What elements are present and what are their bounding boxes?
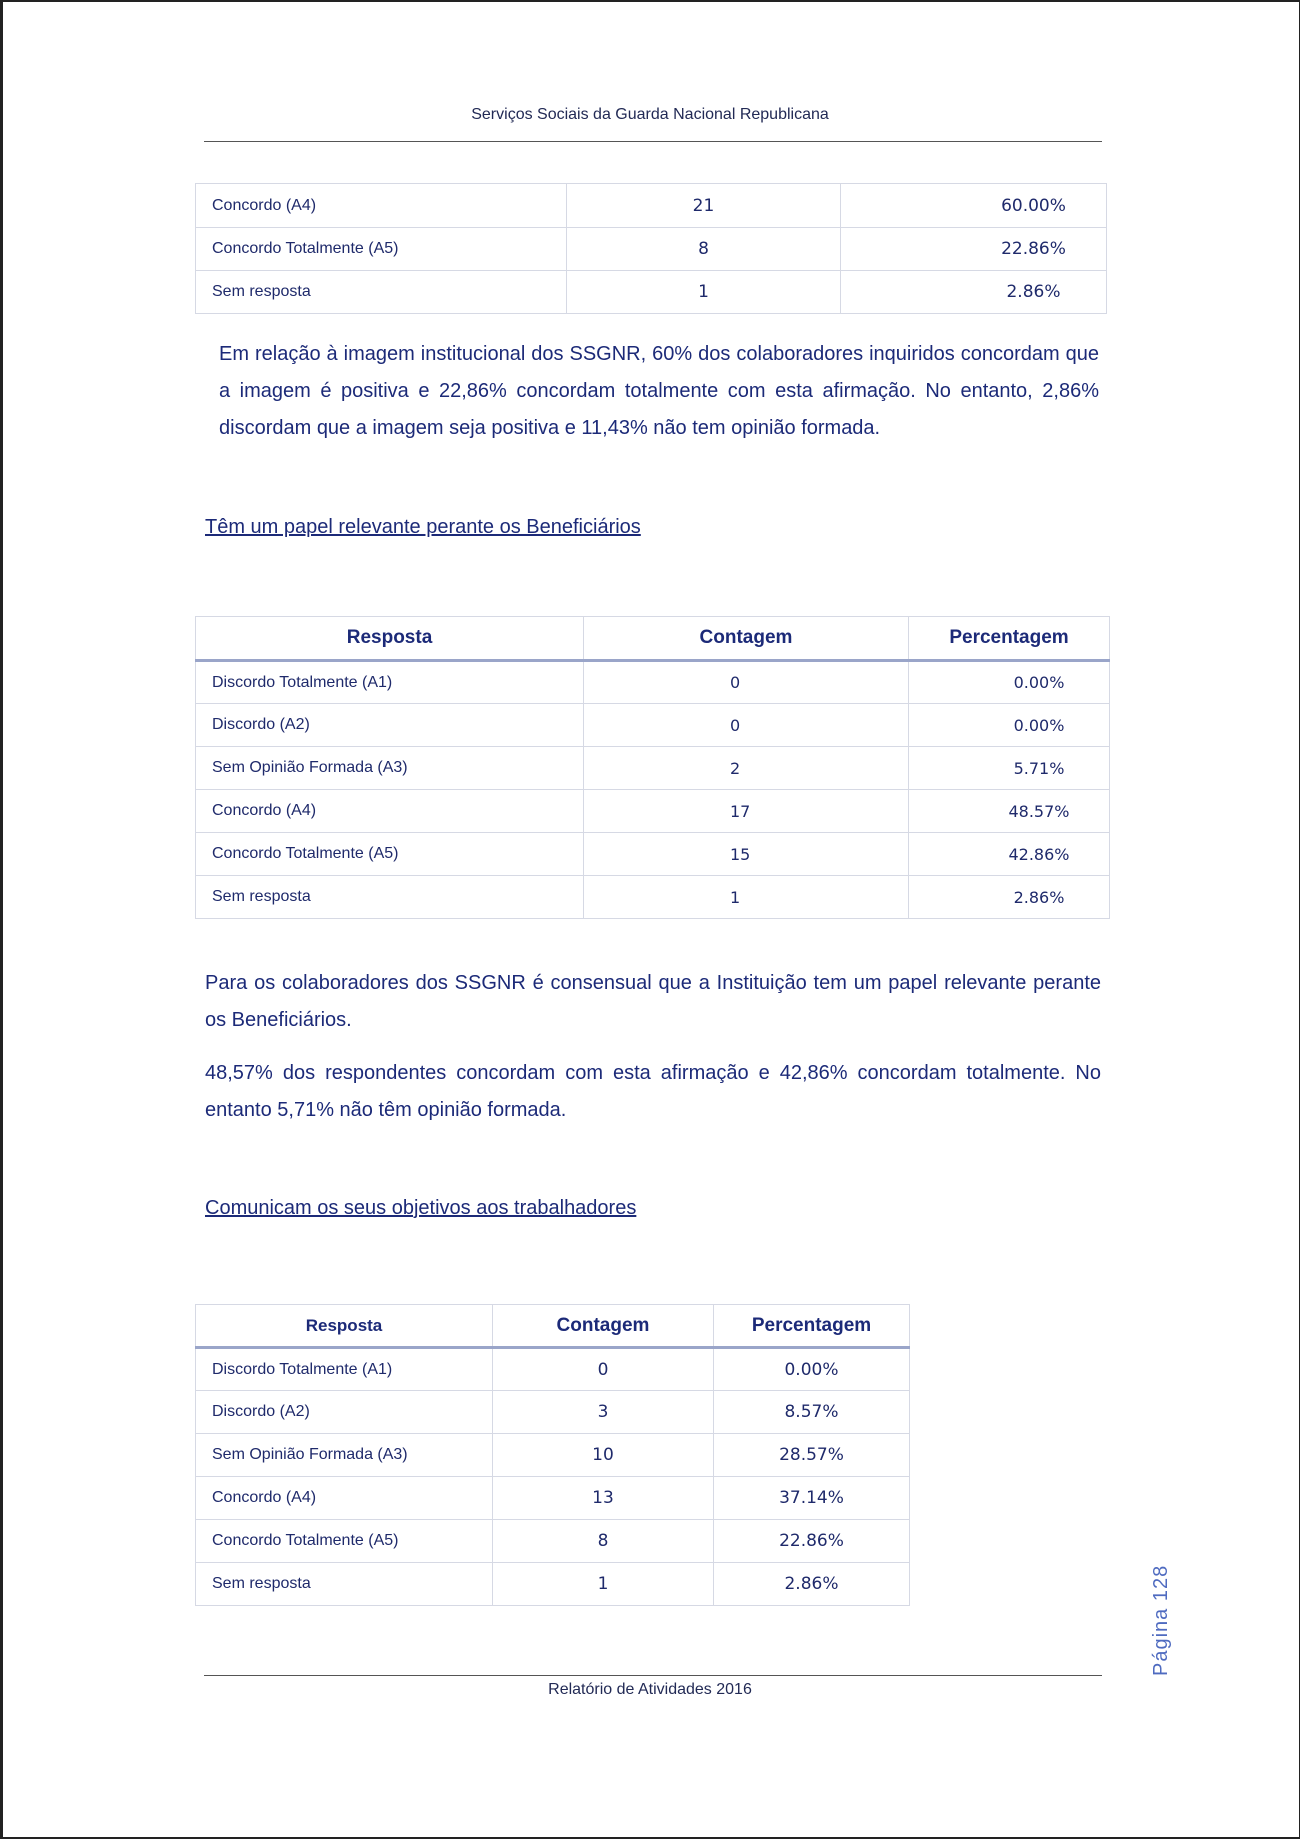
- cell-percentagem: 5.71%: [909, 747, 1110, 790]
- cell-contagem: 17: [584, 790, 909, 833]
- table-comunicam-objetivos: [195, 1304, 910, 1606]
- table-row: [196, 876, 1110, 919]
- cell-resposta: Discordo (A2): [196, 704, 584, 747]
- cell-resposta: Concordo Totalmente (A5): [196, 228, 567, 271]
- section-heading-comunicam-objetivos: Comunicam os seus objetivos aos trabalhadores: [205, 1197, 637, 1219]
- table-row: [196, 704, 1110, 747]
- header-resposta: Resposta: [196, 617, 584, 661]
- page-footer: Relatório de Atividades 2016: [548, 1681, 752, 1698]
- table-row: [196, 1520, 910, 1563]
- cell-percentagem: 2.86%: [714, 1563, 910, 1606]
- cell-contagem: 0: [584, 661, 909, 704]
- table-row: [196, 790, 1110, 833]
- cell-percentagem: 0.00%: [909, 661, 1110, 704]
- cell-contagem: 1: [584, 876, 909, 919]
- cell-percentagem: 2.86%: [909, 876, 1110, 919]
- cell-resposta: Discordo Totalmente (A1): [196, 1348, 493, 1391]
- header-contagem: Contagem: [493, 1305, 714, 1348]
- cell-contagem: 1: [567, 271, 841, 314]
- table-header-row: [196, 1305, 910, 1348]
- cell-contagem: 21: [567, 184, 841, 228]
- cell-contagem: 8: [567, 228, 841, 271]
- cell-percentagem: 22.86%: [714, 1520, 910, 1563]
- cell-resposta: Concordo (A4): [196, 184, 567, 228]
- cell-resposta: Concordo Totalmente (A5): [196, 833, 584, 876]
- header-percentagem: Percentagem: [714, 1305, 910, 1348]
- cell-percentagem: 60.00%: [841, 184, 1107, 228]
- footer-rule: [204, 1675, 1102, 1676]
- cell-resposta: Concordo Totalmente (A5): [196, 1520, 493, 1563]
- section-heading-papel-relevante: Têm um papel relevante perante os Beneficiários: [205, 516, 641, 538]
- cell-contagem: 8: [493, 1520, 714, 1563]
- cell-resposta: Sem resposta: [196, 271, 567, 314]
- table-papel-relevante: [195, 616, 1110, 919]
- table-row: [196, 228, 1107, 271]
- header-percentagem: Percentagem: [909, 617, 1110, 661]
- cell-percentagem: 2.86%: [841, 271, 1107, 314]
- cell-contagem: 13: [493, 1477, 714, 1520]
- cell-resposta: Discordo (A2): [196, 1391, 493, 1434]
- cell-percentagem: 0.00%: [909, 704, 1110, 747]
- cell-contagem: 2: [584, 747, 909, 790]
- cell-resposta: Sem Opinião Formada (A3): [196, 747, 584, 790]
- table-row: [196, 747, 1110, 790]
- cell-resposta: Discordo Totalmente (A1): [196, 661, 584, 704]
- cell-contagem: 15: [584, 833, 909, 876]
- header-rule: [204, 141, 1102, 142]
- cell-percentagem: 0.00%: [714, 1348, 910, 1391]
- paragraph-imagem-institucional: Em relação à imagem institucional dos SSGNR, 60% dos colaboradores inquiridos concordam que a imagem é positiva e 22,86% concordam totalmente com esta afirmação. No entanto, 2,86% discordam que a imagem seja positiva e 11,43% não tem opinião formada.: [219, 343, 1099, 439]
- cell-resposta: Sem resposta: [196, 1563, 493, 1606]
- cell-resposta: Sem resposta: [196, 876, 584, 919]
- table-top: [195, 183, 1107, 314]
- table-row: [196, 1434, 910, 1477]
- table-row: [196, 184, 1107, 228]
- cell-percentagem: 22.86%: [841, 228, 1107, 271]
- cell-contagem: 3: [493, 1391, 714, 1434]
- page-number: Página 128: [1150, 1564, 1172, 1676]
- table-row: [196, 271, 1107, 314]
- table-row: [196, 1391, 910, 1434]
- table-row: [196, 833, 1110, 876]
- cell-contagem: 0: [493, 1348, 714, 1391]
- cell-resposta: Sem Opinião Formada (A3): [196, 1434, 493, 1477]
- table-row: [196, 1563, 910, 1606]
- header-resposta: Resposta: [196, 1305, 493, 1348]
- table-row: [196, 1348, 910, 1391]
- cell-percentagem: 8.57%: [714, 1391, 910, 1434]
- cell-contagem: 10: [493, 1434, 714, 1477]
- table-row: [196, 1477, 910, 1520]
- cell-percentagem: 28.57%: [714, 1434, 910, 1477]
- table-row: [196, 661, 1110, 704]
- cell-resposta: Concordo (A4): [196, 1477, 493, 1520]
- paragraph-respondentes: 48,57% dos respondentes concordam com esta afirmação e 42,86% concordam totalmente. No entanto 5,71% não têm opinião formada.: [205, 1062, 1101, 1121]
- cell-percentagem: 42.86%: [909, 833, 1110, 876]
- page-header: Serviços Sociais da Guarda Nacional Republicana: [471, 106, 829, 123]
- cell-percentagem: 48.57%: [909, 790, 1110, 833]
- cell-contagem: 1: [493, 1563, 714, 1606]
- cell-contagem: 0: [584, 704, 909, 747]
- table-header-row: [196, 617, 1110, 661]
- paragraph-consensual: Para os colaboradores dos SSGNR é consensual que a Instituição tem um papel relevante perante os Beneficiários.: [205, 972, 1101, 1031]
- cell-resposta: Concordo (A4): [196, 790, 584, 833]
- cell-percentagem: 37.14%: [714, 1477, 910, 1520]
- header-contagem: Contagem: [584, 617, 909, 661]
